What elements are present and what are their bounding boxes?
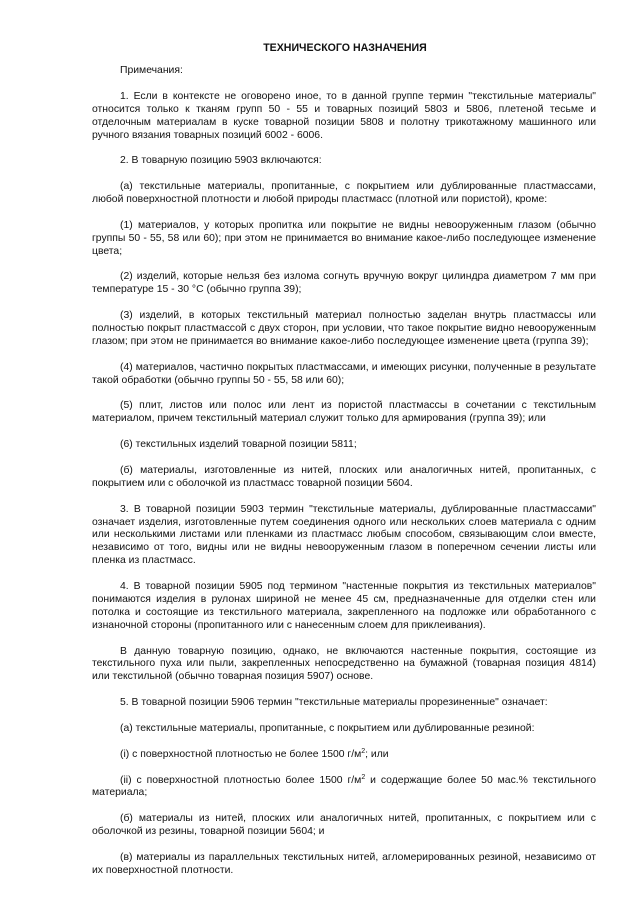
note-2-a-4: (4) материалов, частично покрытых пластмассами, и имеющих рисунки, полученные в результате такой обработки (обычно группы 50 - 55, 58 или 60); — [92, 361, 596, 386]
note-4: 4. В товарной позиции 5905 под термином "настенные покрытия из текстильных материалов" понимаются изделия в рулонах шириной не менее 45 см, предназначенные для отделки стен или потолка и состоящие из текстильного материала, закрепленного на подложке или обработанного с изнаночной стороны (пропитанного или с нанесенным слоем для приклеивания). — [92, 581, 596, 631]
note-2-b: (б) материалы, изготовленные из нитей, плоских или аналогичных нитей, пропитанных, с покрытием или с оболочкой из пластмасс товарной позиции 5604. — [92, 464, 596, 489]
note-5-c: (в) материалы из параллельных текстильных нитей, агломерированных резиной, независимо от их поверхностной плотности. — [92, 851, 596, 876]
notes-heading: Примечания: — [120, 65, 183, 76]
note-5-a: (а) текстильные материалы, пропитанные, с покрытием или дублированные резиной: — [120, 722, 535, 734]
note-4-exclusion: В данную товарную позицию, однако, не включаются настенные покрытия, состоящие из текстильного пуха или пыли, закрепленных непосредственно на бумажной (товарная позиция 4814) или текстильной (обычно товарная позиция 5907) основе. — [92, 645, 596, 683]
superscript: 2 — [361, 747, 366, 755]
text: (ii) с поверхностной плотностью более 1500 г/м — [120, 774, 362, 786]
note-2-a-5: (5) плит, листов или полос или лент из пористой пластмассы в сочетании с текстильным материалом, причем текстильный материал служит только для армирования (группа 39); или — [92, 400, 596, 425]
note-2-a-2: (2) изделий, которые нельзя без излома согнуть вручную вокруг цилиндра диаметром 7 мм при температуре 15 - 30 °С (обычно группа 39); — [92, 271, 596, 296]
note-5-b: (б) материалы из нитей, плоских или аналогичных нитей, пропитанных, с покрытием или с оболочкой из резины, товарной позиции 5604; и — [92, 813, 596, 838]
note-2-a-6: (6) текстильных изделий товарной позиции 5811; — [120, 439, 357, 451]
note-2-a: (а) текстильные материалы, пропитанные, с покрытием или дублированные пластмассами, любой поверхностной плотности и любой природы пластмасс (плотной или пористой), кроме: — [92, 181, 596, 206]
note-2-a-3: (3) изделий, в которых текстильный материал полностью заделан внутрь пластмассы или полностью покрыт пластмассой с двух сторон, при условии, что такое покрытие видно невооруженным глазом; при этом не принимается во внимание какое-либо последующее изменение цвета (группа 39); — [92, 310, 596, 347]
note-5: 5. В товарной позиции 5906 термин "текстильные материалы прорезиненные" означает: — [120, 697, 548, 709]
note-5-a-i — [92, 749, 596, 762]
text: (i) с поверхностной плотностью не более 1500 г/м — [120, 748, 362, 760]
note-2-a-1: (1) материалов, у которых пропитка или покрытие не видны невооруженным глазом (обычно группы 50 - 55, 58 или 60); при этом не принимается во внимание какое-либо последующее изменение цвета; — [92, 219, 596, 257]
superscript: 2 — [361, 773, 366, 781]
note-3: 3. В товарной позиции 5903 термин "текстильные материалы, дублированные пластмассами" означает изделия, изготовленные путем соединения одного или нескольких слоев материала с одним или несколькими листами или пленками из пластмасс любым способом, связывающим слои вместе, независимо от того, видны или не видны невооруженным глазом в поперечном сечении листы или пленка из пластмасс. — [92, 503, 596, 567]
note-1: 1. Если в контексте не оговорено иное, то в данной группе термин "текстильные материалы" относится только к тканям групп 50 - 55 и товарных позиций 5803 и 5806, плетеной тесьме и отделочным материалам в куске товарной позиции 5808 и полотну трикотажному машинного или ручного вязания товарных позиций 6002 - 6006. — [92, 90, 596, 141]
document-page — [92, 42, 596, 891]
section-title: ТЕХНИЧЕСКОГО НАЗНАЧЕНИЯ — [263, 42, 427, 54]
note-2: 2. В товарную позицию 5903 включаются: — [120, 155, 322, 167]
text: и содержащие более 50 мас.% текстильного материала; — [92, 774, 596, 799]
text: ; или — [365, 748, 389, 760]
note-5-a-ii — [92, 775, 596, 801]
